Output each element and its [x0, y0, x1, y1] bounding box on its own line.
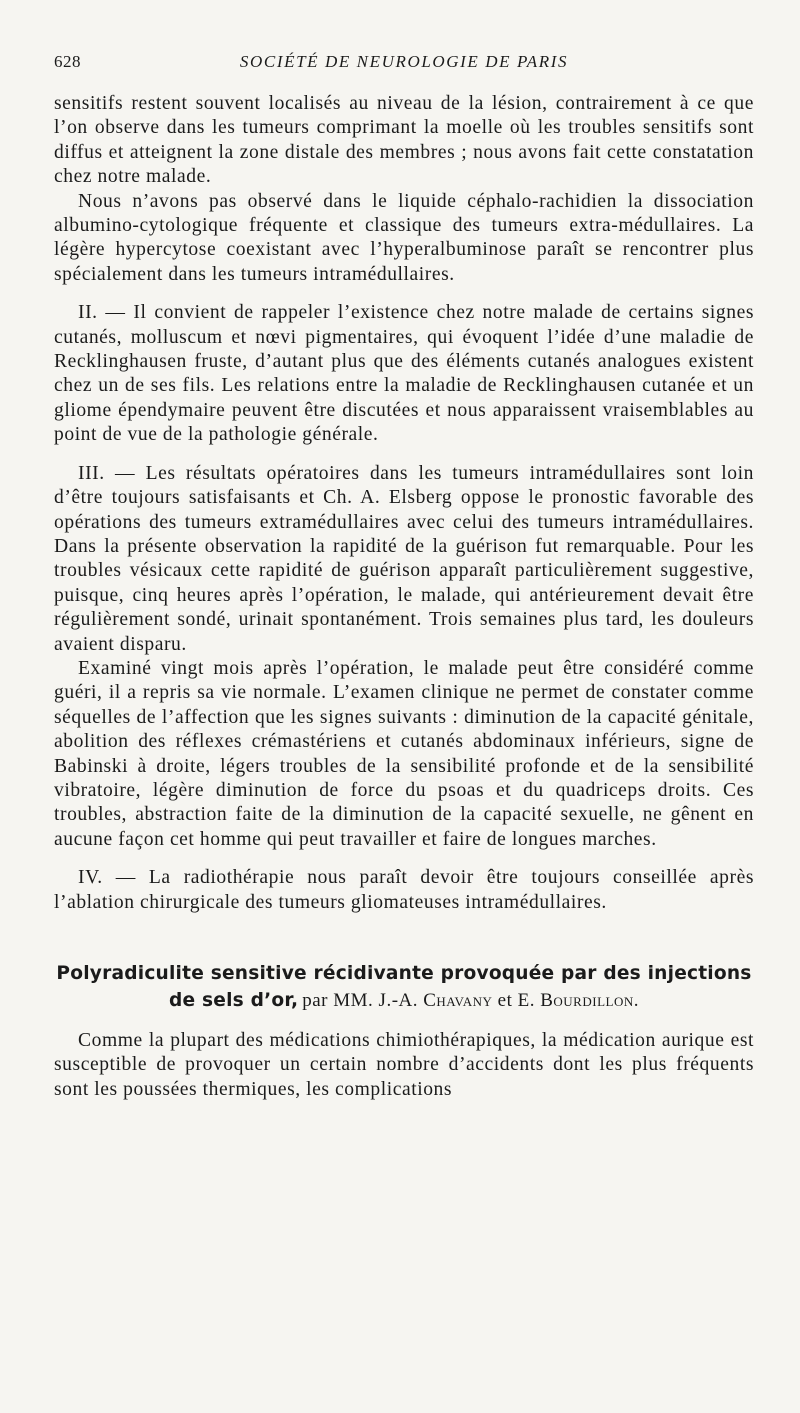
- article-heading: [54, 961, 754, 1015]
- journal-title: SOCIÉTÉ DE NEUROLOGIE DE PARIS: [239, 52, 569, 71]
- author-2-initials: E.: [517, 990, 535, 1011]
- body-paragraph: Nous n’avons pas observé dans le liquide céphalo-rachidien la dissociation albumino-cytologique fréquente et classique des tumeurs extra-médullaires. La légère hypercytose coexistant avec l’hyperalbuminose paraît se rencontrer plus spécialement dans les tumeurs intramédullaires.: [54, 190, 754, 285]
- conclusion-paragraph-3: III. — Les résultats opératoires dans les tumeurs intramédullaires sont loin d’être toujours satisfaisants et Ch. A. Elsberg oppose le pronostic favorable des opérations des tumeurs extramédullaires avec celui des tumeurs intramédullaires. Dans la présente observation la rapidité de la guérison fut remarquable. Pour les troubles vésicaux cette rapidité de guérison apparaît particulièrement suggestive, puisque, cinq heures après l’opération, le malade, qui antérieurement devait être régulièrement sondé, urinait spontanément. Trois semaines plus tard, les douleurs avaient disparu.: [54, 462, 754, 655]
- body-paragraph: sensitifs restent souvent localisés au niveau de la lésion, contrairement à ce que l’on observe dans les tumeurs comprimant la moelle où les troubles sensitifs sont diffus et atteignent la zone distale des membres ; nous avons fait cette constatation chez notre malade.: [54, 93, 754, 188]
- author-1-initials: J.-A.: [378, 990, 418, 1011]
- conclusion-paragraph-4: IV. — La radiothérapie nous paraît devoir être toujours conseillée après l’ablation chirurgicale des tumeurs gliomateuses intramédullaires.: [54, 867, 754, 913]
- conclusion-paragraph-2: II. — Il convient de rappeler l’existence chez notre malade de certains signes cutanés, molluscum et nœvi pigmentaires, qui évoquent l’idée d’une maladie de Recklinghausen fruste, d’autant plus que des éléments cutanés analogues existent chez un de ses fils. Les relations entre la maladie de Recklinghausen cutanée et un gliome épendymaire peuvent être discutées et nous apparaissent vraisemblables au point de vue de la pathologie générale.: [54, 302, 754, 446]
- author-2-surname: Bourdillon.: [540, 990, 639, 1011]
- page-number: 628: [54, 52, 81, 71]
- author-1-surname: Chavany: [423, 990, 493, 1011]
- byline-conjunction: et: [497, 990, 513, 1011]
- article-byline: [302, 990, 639, 1011]
- body-paragraph: Examiné vingt mois après l’opération, le malade peut être considéré comme guéri, il a repris sa vie normale. L’examen clinique ne permet de constater comme séquelles de l’affection que les signes suivants : diminution de la capacité génitale, abolition des réflexes crémastériens et cutanés abdominaux inférieurs, signe de Babinski à droite, légers troubles de la sensibilité profonde et de la sensibilité vibratoire, légère diminution de force du psoas et du quadriceps droits. Ces troubles, abstraction faite de la diminution de la capacité sexuelle, ne gênent en aucune façon cet homme qui peut travailler et faire de longues marches.: [54, 657, 754, 850]
- article-title: Polyradiculite sensitive récidivante provoquée par des injections de sels d’or,: [56, 963, 752, 1011]
- previous-article-continuation: [54, 92, 754, 915]
- byline-prefix: par MM.: [302, 990, 374, 1011]
- article-body-paragraph: Comme la plupart des médications chimiothérapiques, la médication aurique est susceptible de provoquer un certain nombre d’accidents dont les plus fréquents sont les poussées thermiques, les complications: [54, 1030, 754, 1100]
- running-head: [54, 48, 754, 78]
